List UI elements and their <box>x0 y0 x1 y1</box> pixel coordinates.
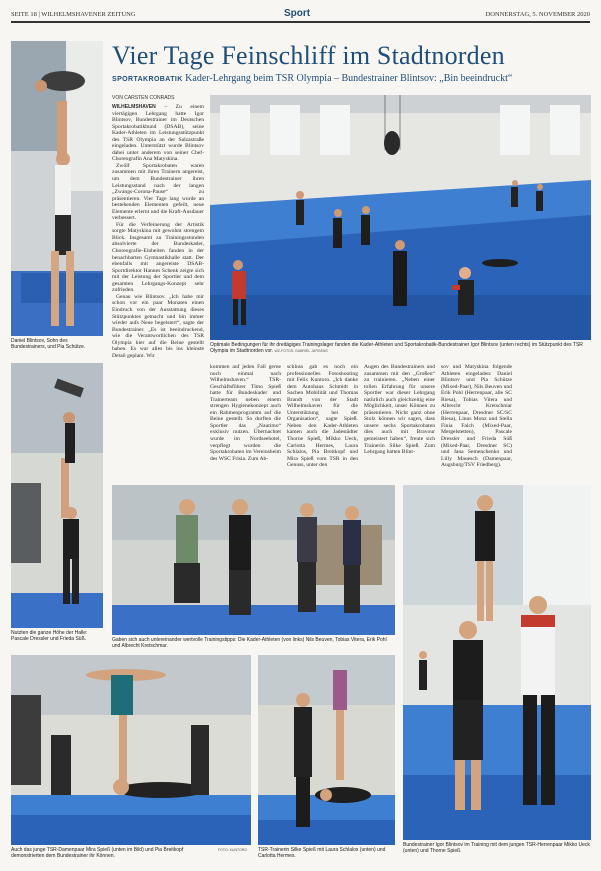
article-title: Vier Tage Feinschliff im Stadtnorden <box>112 41 505 70</box>
photo-damenpaar <box>11 655 251 845</box>
caption-damen: Auch das junge TSR-Damenpaar Mira Spieß (unten im Bild) und Pia Breitkopf demonstrierten dem Bundestrainer ihr Können. <box>11 847 184 859</box>
photo-training-hall <box>210 95 591 340</box>
article-column-4: Augen des Bundestrainers und zusammen mit den „Großen“ zu trainieren. „Neben einer tollen Erfahrung für unsere Sportler war dieser Lehrgang natürlich auch gleichzeitig eine Möglichkeit, unser Können zu präsentieren. Nicht ganz ohne Stolz können wir sagen, dass unsere sechs Sportakrobaten dies auch mit Bravour gemeistert haben“, freute sich Trainerin Silke Spieß. Zum Lehrgang hatten Blint- <box>364 364 435 456</box>
kicker: SPORTAKROBATIK <box>112 76 183 83</box>
page-date: DONNERSTAG, 5. NOVEMBER 2020 <box>485 11 590 18</box>
caption-main-text: Optimale Bedingungen für ihr dreitägiges Trainingslager fanden die Kader-Athleten und Sportakrobatik-Bundestrainer Igor Blintsov (unten rechts) im Stützpunkt des TSR Olympia im Stadtnorden vor. <box>210 342 583 354</box>
section-label: Sport <box>284 8 311 19</box>
photo-credit-main: WZ-FOTOS: GABRIEL JÜRGENS <box>274 349 328 353</box>
caption-silke: TSR-Trainerin Silke Spieß mit Laura Schlalos (unten) und Carlotta Hermes. <box>258 847 386 859</box>
photo-training-tips <box>112 485 395 635</box>
dateline: WILHELMSHAVEN <box>112 104 156 110</box>
photo-pascale-frieda <box>11 363 103 628</box>
paragraph-4: Genau wie Blintsov. „Ich habe mir schon vor ein paar Monaten einen Eindruck von der Ausstattung dieses Stützpunktes gemacht und bin immer wieder aufs Neue begeistert“, sagte der Bundestrainer. „Es ist beeindruckend, wie die Verantwortlichen des TSR Olympia hier auf die Beine gestellt haben. Es war alles bis ins kleinste Detail geplant. Wir <box>112 293 204 359</box>
article-column-2: kommen auf jeden Fall gerne noch einmal nach Wilhelmshaven.“ TSR-Geschäftsführer Timo Spieß hatte für Bundeskader und Trainerteam neben einem strengen Hygienekonzept auch ein Rahmenprogramm auf die Beine gestellt. So durften die Sportler das „Nautimo“ exklusiv nutzen. Übernachtet wurde im Nordseehotel, verpflegt wurden die Sportakrobaten im Vereinsheim des WSC Frisia. Zum Ab- <box>210 364 281 462</box>
paragraph-3: Für die Verfeinerung der Artistik sorgte Matyskina mit gewohnt strengem Blick. Insgesamt zu Trainingsstunden absolvierte der Bundeskader, Choreografie-Einheiten fanden in der benachbarten Gymnastikhalle statt. Der ebenfalls mit angereiste DSAB-Sportdirektor Hannes Schenk zeigte sich mit der Leistung der Sportler und dem gesamten Lehrgangs-Konzept sehr zufrieden. <box>112 221 204 294</box>
article-subtitle <box>112 73 512 84</box>
caption-igor: Bundestrainer Igor Blintsov im Training mit dem jungen TSR-Herrenpaar Mikko Ueck (unten) und Thorne Spieß. <box>403 842 590 854</box>
article-column-3: schluss gab es noch ein professionelles Fotoshooting mit Felix Kuntoro. „Ich danke dem Autohaus Schmidt in Sachen Mobilität und Thomas Brandt von der Stadt Wilhelmshaven für die Unterstützung bei der Organisation“, sagte Spieß. Neben den Kader-Athleten kamen auch die Jadestädter Thorne Spieß, Mikko Ueck, Carlotta Hermes, Laura Schlalos, Pia Breitkopf und Mira Spieß vom TSR in den Genuss, unter den <box>287 364 358 469</box>
article-column-1 <box>112 104 204 482</box>
photo-credit-damen: FOTO: KUNTORO <box>218 848 248 852</box>
caption-pascale: Nutzten die ganze Höhe der Halle: Pascale Dressler und Frieda Süß. <box>11 630 88 642</box>
caption-main <box>210 342 591 354</box>
article-column-5: sov und Matyskina folgende Athleten eingeladen: Daniel Blintsov und Pia Schütze (Mixed-Paar), Nils Beuven und Erik Pohl (Herrenpaar, alle SC Riesa), Tobias Vitera und Albrecht Kretschmar (Herrenpaar, Dresdner SC/SC Riesa), Linus Monz und Stella Finia Falch (Mixed-Paar, Mergelstetten), Pascale Dressler und Frieda Süß (Mixed-Paar, Dresdner SC) und Jana Semenchenko und Lilly Mauesch (Damenpaar, Augsburg/TSV Friedberg). <box>441 364 512 469</box>
caption-tips: Gaben sich auch untereinander wertvolle Trainingstipps: Die Kader-Athleten (von links) Nils Beuven, Tobias Vitera, Erik Pohl und Albrecht Kretschmar. <box>112 637 387 649</box>
paragraph-2: Zwölf Sportakrobaten waren zusammen mit ihren Trainern angereist, um dem Bundestrainer ihren Leistungsstand nach der langen „Zwangs-Corona-Pause“ zu präsentieren. Vier Tage lang wurde an bestehenden Elementen gefeilt, neue Elemente erlernt und die Kraft-Ausdauer verbessert. <box>112 162 204 222</box>
photo-daniel-pia <box>11 41 103 336</box>
photo-silke <box>258 655 395 845</box>
photo-igor-training <box>403 485 591 840</box>
paragraph-1: – Zu einem viertägigen Lehrgang hatte Igor Blintsov, Bundestrainer im Deutschen Sportakrobatikbund (DSAB), seine Kader-Athleten im Leistungsstützpunkt des TSR Olympia an der Salzastraße eingeladen. Unterstützt wurde Blintsov dabei unter anderem von seiner Chef-Choreografin Ana Matyskina. <box>112 104 204 163</box>
header-rule <box>11 21 590 23</box>
page-number: SEITE 18 | WILHELMSHAVENER ZEITUNG <box>11 11 136 18</box>
byline: VON CARSTEN CONRADS <box>112 95 175 101</box>
subtitle-text: Kader-Lehrgang beim TSR Olympia – Bundestrainer Blintsov: „Bin beeindruckt“ <box>185 73 513 84</box>
caption-daniel: Daniel Blintsov, Sohn des Bundestrainers, und Pia Schütze. <box>11 338 86 350</box>
